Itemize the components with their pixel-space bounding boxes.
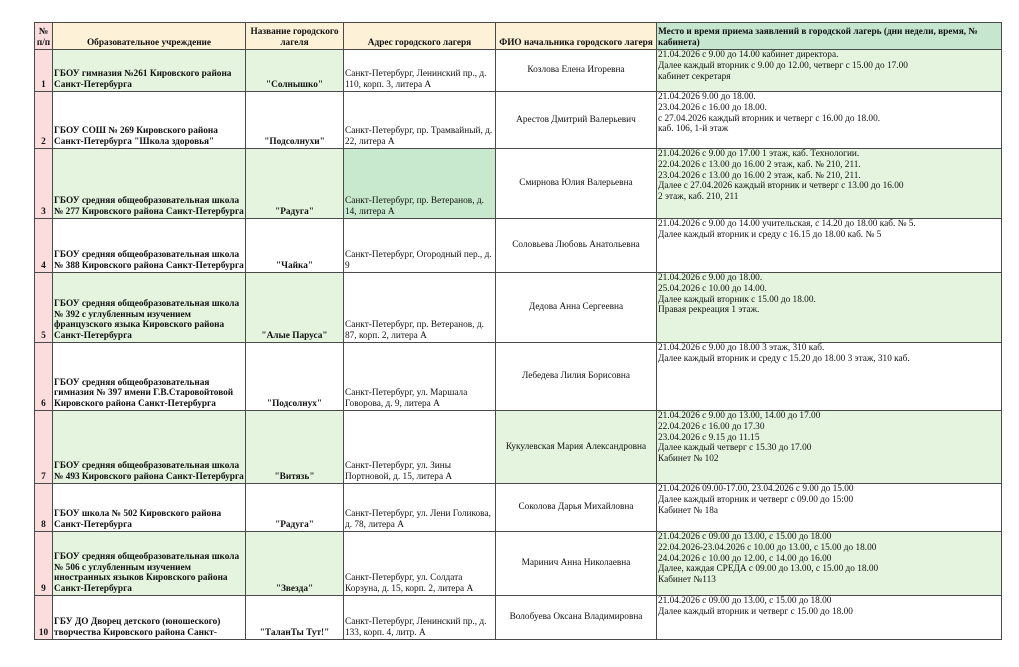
school-name: ГБОУ гимназия №261 Кировского района Санкт-Петербурга [53,50,246,92]
row-number: 4 [35,219,53,273]
schedule-line: Кабинет №113 [658,575,716,586]
schedule-line: 21.04.2026 09.00-17.00, 23.04.2026 с 9.00 до 15.00 [658,484,854,494]
camp-name: "Подсолнухи" [246,92,344,149]
table-row [35,92,1002,149]
row-number: 3 [35,149,53,219]
camp-name: "Радуга" [246,149,344,219]
schedule-line: Далее каждый вторник и четверг с 15.00 до 18.00 [658,606,853,617]
schedule-line: Далее каждый вторник и четверг с 09.00 до 15:00 [658,494,854,505]
header-address: Адрес городского лагеря [344,23,496,50]
table-row [35,219,1002,273]
schedule-cell [657,484,1002,532]
table-row [35,484,1002,532]
schedule-line: Кабинет № 18а [658,505,719,516]
schedule-line: 23.04.2026 с 9.15 до 11.15 [658,432,760,443]
row-number: 10 [35,596,53,640]
camp-head-name: Арестов Дмитрий Валерьевич [496,92,657,149]
table-row [35,596,1002,640]
camp-head-name: Соколова Дарья Михайловна [496,484,657,532]
header-school: Образовательное учреждение [53,23,246,50]
camp-address: Санкт-Петербург, пр. Ветеранов, д. 87, корп. 2, литера А [344,273,496,343]
camp-address: Санкт-Петербург, Ленинский пр., д. 133, корп. 4, литр. А [344,596,496,640]
school-name: ГБОУ средняя общеобразовательная школа № 388 Кировского района Санкт-Петербурга [53,219,246,273]
schedule-cell [657,411,1002,484]
schedule-line: с 27.04.2026 каждый вторник и четверг с 16.00 до 18.00. [658,113,881,124]
camp-name: "Звезда" [246,532,344,596]
row-number: 6 [35,343,53,411]
schedule-line: Далее, каждая СРЕДА с 09.00 до 13.00, с 15.00 до 18.00 [658,564,879,575]
schedule-line: 21.04.2026 с 9.00 до 18.00 3 этаж, 310 каб. [658,343,825,353]
schedule-line: 21.04.2026 с 9.00 до 14.00 кабинет директора. [658,50,839,60]
camp-head-name: Дедова Анна Сергеевна [496,273,657,343]
schedule-cell [657,596,1002,640]
camp-head-name: Козлова Елена Игоревна [496,50,657,92]
table-row [35,273,1002,343]
camp-name: "Подсолнух" [246,343,344,411]
schedule-cell [657,343,1002,411]
row-number: 8 [35,484,53,532]
camp-address: Санкт-Петербург, Ленинский пр., д. 110, корп. 3, литера А [344,50,496,92]
camp-address: Санкт-Петербург, пр. Трамвайный, д. 22, литера А [344,92,496,149]
schedule-line: 21.04.2026 с 9.00 до 17.00 1 этаж, каб. Технологии. [658,149,860,159]
camp-address: Санкт-Петербург, ул. Солдата Корзуна, д. 15, корп. 2, литера А [344,532,496,596]
header-num: № п/п [35,23,53,50]
table-body [35,50,1002,640]
schedule-cell [657,273,1002,343]
schedule-line: 22.04.2026 с 16.00 до 17.30 [658,421,765,432]
camp-name: "Чайка" [246,219,344,273]
header-head: ФИО начальника городского лагеря [496,23,657,50]
schedule-line: 23.04.2026 с 16.00 до 18.00. [658,102,767,113]
schedule-line: 2 этаж, каб. 210, 211 [658,192,739,203]
camp-address: Санкт-Петербург, ул. Лени Голикова, д. 78, литера А [344,484,496,532]
school-name: ГБОУ средняя общеобразовательная школа № 493 Кировского района Санкт-Петербурга [53,411,246,484]
camp-name: "Радуга" [246,484,344,532]
schedule-line: Далее каждый четверг с 15.30 до 17.00 [658,443,812,454]
camps-table [34,22,1002,640]
schedule-cell [657,219,1002,273]
camp-address: Санкт-Петербург, ул. Маршала Говорова, д. 9, литера А [344,343,496,411]
schedule-line: Правая рекреация 1 этаж. [658,305,760,316]
schedule-line: 23.04.2026 с 13.00 до 16.00 2 этаж, каб. № 210, 211. [658,170,861,181]
camp-head-name: Маринич Анна Николаевна [496,532,657,596]
schedule-line: 25.04.2026 с 10.00 до 14.00. [658,283,767,294]
table-row [35,411,1002,484]
schedule-line: 21.04.2026 9.00 до 18.00. [658,92,756,102]
schedule-line: 21.04.2026 с 09.00 до 13.00, с 15.00 до 18.00 [658,532,832,542]
row-number: 2 [35,92,53,149]
schedule-line: каб. 106, 1-й этаж [658,124,729,135]
schedule-line: Далее каждый вторник и среду с 16.15 до 18.00 каб. № 5 [658,229,882,240]
schedule-line: 24.04.2026 с 10.00 до 12.00, с 14.00 до 16.00 [658,553,832,564]
camp-name: "ТаланТы Тут!" [246,596,344,640]
camp-head-name: Лебедева Лилия Борисовна [496,343,657,411]
header-camp: Название городского лагеля [246,23,344,50]
school-name: ГБОУ средняя общеобразовательная гимназия № 397 имени Г.В.Старовойтовой Кировского района Санкт-Петербурга [53,343,246,411]
camp-address: Санкт-Петербург, пр. Ветеранов, д. 14, литера А [344,149,496,219]
table-row [35,50,1002,92]
camp-name: "Солнышко" [246,50,344,92]
camp-address: Санкт-Петербург, Огородный пер., д. 9 [344,219,496,273]
schedule-line: 22.04.2026-23.04.2026 с 10.00 до 13.00, с 15.00 до 18.00 [658,542,877,553]
camp-head-name: Кукулевская Мария Александровна [496,411,657,484]
row-number: 5 [35,273,53,343]
table-row [35,149,1002,219]
table-row [35,532,1002,596]
camp-head-name: Смирнова Юлия Валерьевна [496,149,657,219]
camp-name: "Алые Паруса" [246,273,344,343]
camp-address: Санкт-Петербург, ул. Зины Портновой, д. 15, литера А [344,411,496,484]
row-number: 7 [35,411,53,484]
school-name: ГБОУ средняя общеобразовательная школа № 506 с углубленным изучением иностранных языков Кировского района Санкт-Петербурга [53,532,246,596]
schedule-line: 21.04.2026 с 09.00 до 13.00, с 15.00 до 18.00 [658,596,832,606]
schedule-line: 22.04.2026 с 13.00 до 16.00 2 этаж, каб. № 210, 211. [658,159,861,170]
camp-head-name: Волобуева Оксана Владимировна [496,596,657,640]
table-row [35,343,1002,411]
schedule-cell [657,149,1002,219]
school-name: ГБОУ средняя общеобразовательная школа № 392 с углубленным изучением французского языка Кировского района Санкт-Петербурга [53,273,246,343]
camp-head-name: Соловьева Любовь Анатольевна [496,219,657,273]
schedule-line: 21.04.2026 с 9.00 до 14.00 учительская, с 14.20 до 18.00 каб. № 5. [658,219,916,229]
row-number: 1 [35,50,53,92]
schedule-cell [657,50,1002,92]
camp-name: "Витязь" [246,411,344,484]
header-schedule: Место и время приема заявлений в городской лагерь (дни недели, время, № кабинета) [657,23,1002,50]
school-name: ГБОУ средняя общеобразовательная школа № 277 Кировского района Санкт-Петербурга [53,149,246,219]
schedule-line: Далее с 27.04.2026 каждый вторник и четверг с 13.00 до 16.00 [658,181,904,192]
schedule-line: 21.04.2026 с 9.00 до 18.00. [658,273,763,283]
document-page [34,22,1002,640]
schedule-line: Кабинет № 102 [658,454,719,465]
row-number: 9 [35,532,53,596]
school-name: ГБУ ДО Дворец детского (юношеского) творчества Кировского района Санкт- [53,596,246,640]
schedule-line: 21.04.2026 с 9.00 до 13.00, 14.00 до 17.00 [658,411,821,421]
school-name: ГБОУ школа № 502 Кировского района Санкт-Петербурга [53,484,246,532]
schedule-cell [657,532,1002,596]
schedule-cell [657,92,1002,149]
table-header-row [35,23,1002,50]
schedule-line: Далее каждый вторник с 9.00 до 12.00, четверг с 15.00 до 17.00 [658,60,908,71]
schedule-line: Далее каждый вторник с 15.00 до 18.00. [658,294,816,305]
school-name: ГБОУ СОШ № 269 Кировского района Санкт-Петербурга "Школа здоровья" [53,92,246,149]
schedule-line: Далее каждый вторник и среду с 15.20 до 18.00 3 этаж, 310 каб. [658,353,910,364]
schedule-line: кабинет секретаря [658,71,731,82]
